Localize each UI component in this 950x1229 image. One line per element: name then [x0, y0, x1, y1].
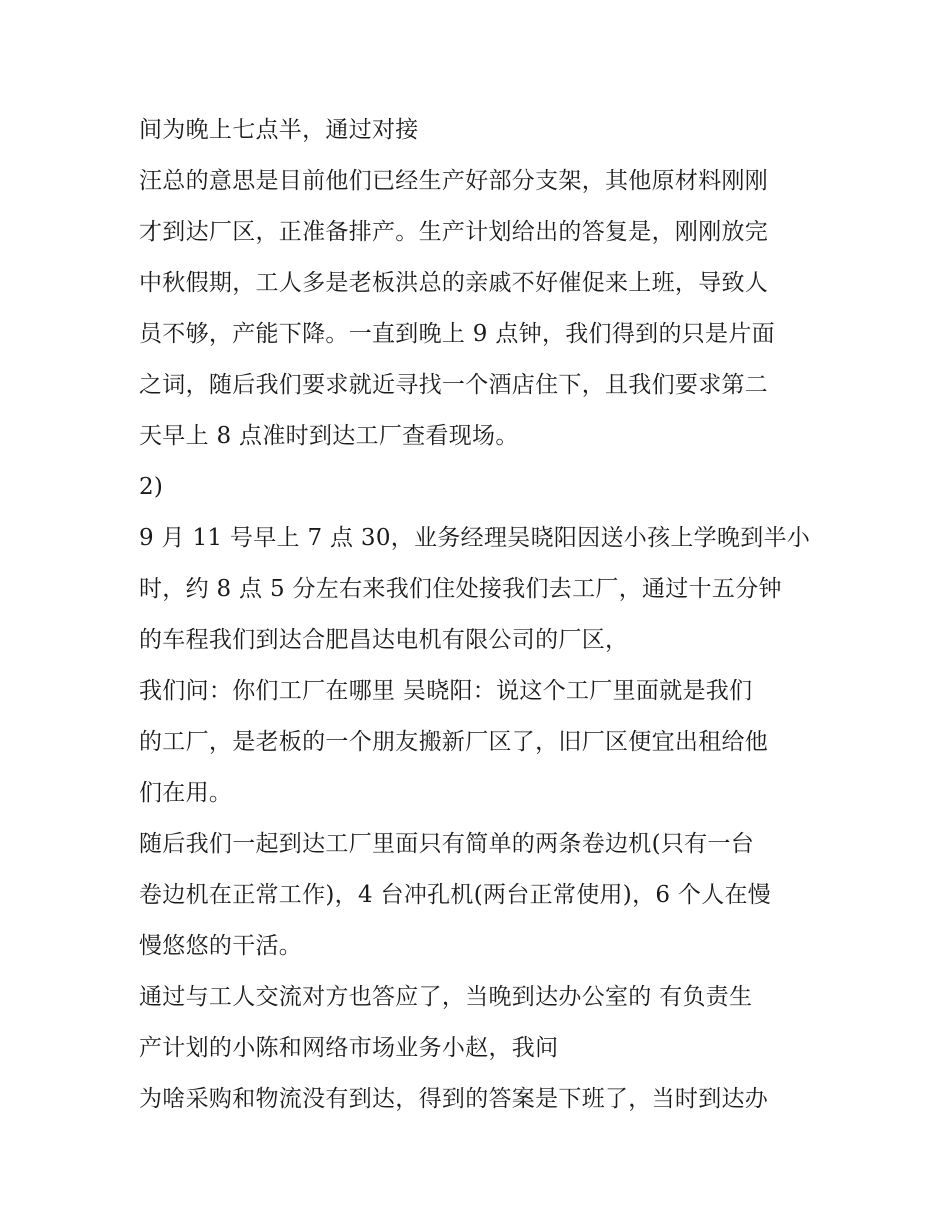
text-line: 的车程我们到达合肥昌达电机有限公司的厂区， [139, 627, 629, 653]
text-line: 慢悠悠的干活。 [139, 933, 303, 959]
text-line: 我们问：你们工厂在哪里 吴晓阳：说这个工厂里面就是我们 [139, 678, 753, 704]
text-line: 天早上 8 点准时到达工厂查看现场。 [139, 423, 519, 449]
text-line: 时，约 8 点 5 分左右来我们住处接我们去工厂，通过十五分钟 [139, 576, 782, 602]
text-line: 中秋假期，工人多是老板洪总的亲戚不好催促来上班，导致人 [139, 270, 769, 296]
section-number: 2) [139, 474, 164, 500]
text-line: 们在用。 [139, 780, 233, 806]
text-line: 9 月 11 号早上 7 点 30，业务经理吴晓阳因送小孩上学晚到半小 [139, 525, 811, 551]
text-line: 通过与工人交流对方也答应了，当晚到达办公室的 有负责生 [139, 984, 753, 1010]
text-line: 员不够，产能下降。一直到晚上 9 点钟，我们得到的只是片面 [139, 321, 775, 347]
text-line: 为啥采购和物流没有到达，得到的答案是下班了，当时到达办 [139, 1086, 769, 1112]
text-line: 卷边机在正常工作)，4 台冲孔机(两台正常使用)，6 个人在慢 [139, 882, 772, 908]
text-line: 产计划的小陈和网络市场业务小赵，我问 [139, 1035, 559, 1061]
text-line: 汪总的意思是目前他们已经生产好部分支架，其他原材料刚刚 [139, 168, 769, 194]
text-line: 随后我们一起到达工厂里面只有简单的两条卷边机(只有一台 [139, 831, 755, 857]
text-line: 之词，随后我们要求就近寻找一个酒店住下，且我们要求第二 [139, 372, 769, 398]
text-line: 间为晚上七点半，通过对接 [139, 117, 419, 143]
document-body [139, 110, 819, 1130]
text-line: 才到达厂区，正准备排产。生产计划给出的答复是，刚刚放完 [139, 219, 769, 245]
text-line: 的工厂，是老板的一个朋友搬新厂区了，旧厂区便宜出租给他 [139, 729, 769, 755]
